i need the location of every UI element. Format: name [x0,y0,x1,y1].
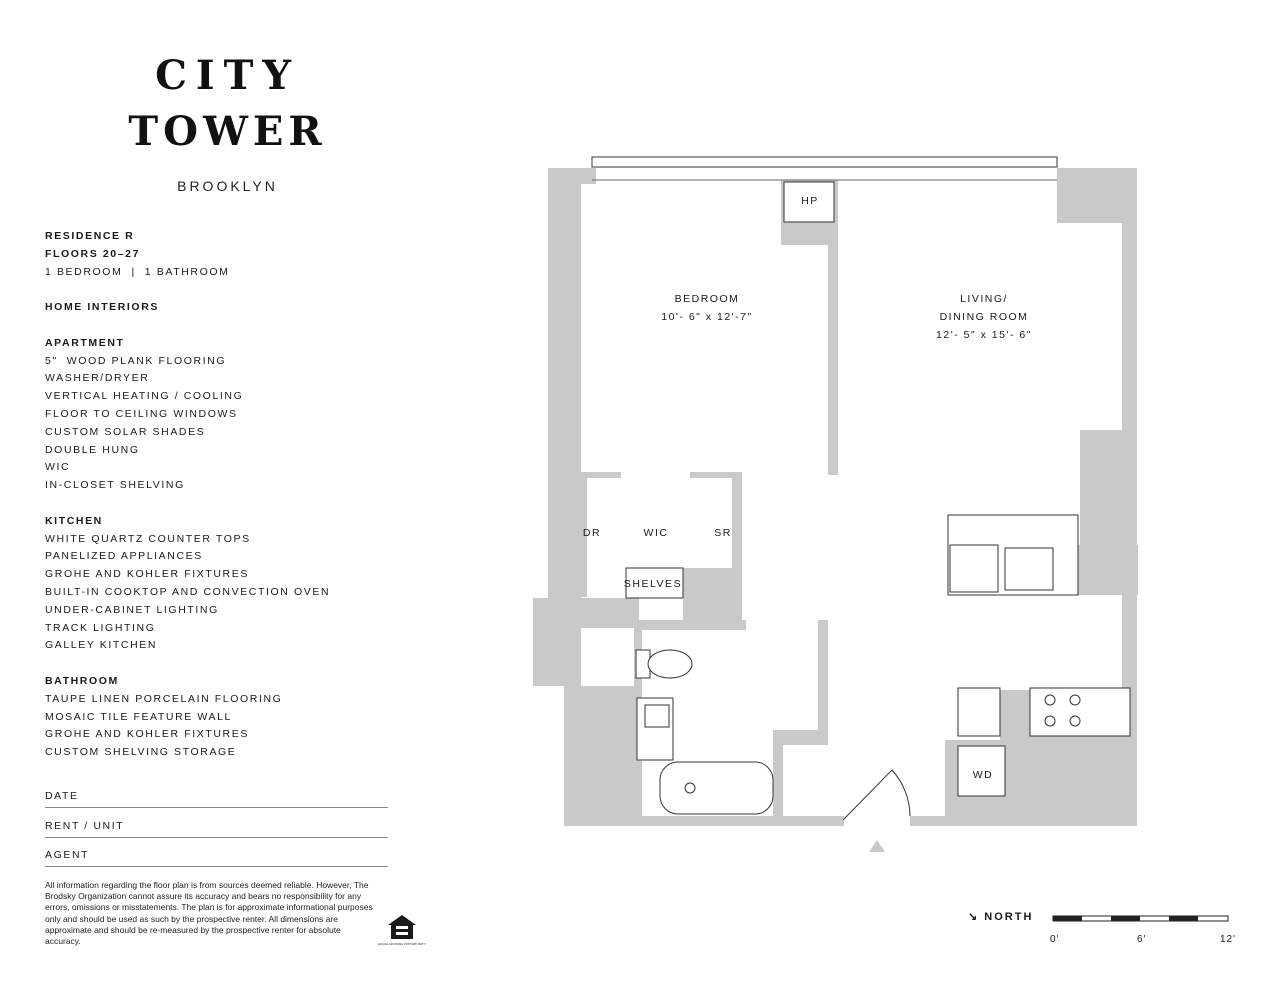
kitchen-item: TRACK LIGHTING [45,621,156,634]
living-name-line2: DINING ROOM [939,311,1029,323]
living-name-line1: LIVING/ [960,293,1008,305]
entry-door [843,770,910,820]
apartment-item: VERTICAL HEATING / COOLING [45,390,244,403]
apartment-item: IN-CLOSET SHELVING [45,479,185,492]
north-arrow-icon: ↘ [968,911,980,923]
plan-fixtures [592,157,1130,814]
residence-layout: 1 BEDROOM | 1 BATHROOM [45,265,230,278]
kitchen-item: UNDER-CABINET LIGHTING [45,603,219,616]
bedroom-name: BEDROOM [674,293,740,305]
bedroom-dims: 10'- 6" x 12'-7" [661,311,753,323]
date-field [45,790,388,808]
living-dims: 12'- 5" x 15'- 6" [936,329,1032,341]
date-label: DATE [45,790,79,802]
apartment-item: 5" WOOD PLANK FLOORING [45,354,227,367]
rent-unit-label: RENT / UNIT [45,820,125,832]
bathroom-item: GROHE AND KOHLER FIXTURES [45,728,249,741]
equal-housing-logo [378,913,426,947]
agent-label: AGENT [45,849,90,861]
apartment-item: DOUBLE HUNG [45,443,140,456]
north-indicator [968,910,1033,923]
bathroom-item: TAUPE LINEN PORCELAIN FLOORING [45,692,283,705]
scale-label-0: 0' [1050,934,1060,945]
logo-line-city: CITY [155,52,300,99]
kitchen-item: BUILT-IN COOKTOP AND CONVECTION OVEN [45,585,331,598]
apartment-item: CUSTOM SOLAR SHADES [45,425,206,438]
bathroom-item: MOSAIC TILE FEATURE WALL [45,710,232,723]
shelves-label: SHELVES [623,578,683,590]
kitchen-item: GROHE AND KOHLER FIXTURES [45,568,249,581]
wd-label: WD [972,769,994,781]
residence-name: RESIDENCE R [45,230,135,242]
agent-field [45,849,388,867]
dr-label: DR [582,527,602,539]
rent-unit-field [45,820,388,838]
home-interiors-heading: HOME INTERIORS [45,301,159,314]
kitchen-heading: KITCHEN [45,514,103,527]
equal-housing-logo-text: EQUAL HOUSING OPPORTUNITY [378,942,426,946]
scale-label-6: 6' [1137,934,1147,945]
sr-label: SR [714,527,732,539]
floor-plan [530,150,1150,850]
kitchen-item: PANELIZED APPLIANCES [45,550,203,563]
city-tower-logo [100,52,355,194]
disclaimer-text: All information regarding the floor plan is from sources deemed reliable. However, The Brodsky Organization cannot assure its accuracy and bears no responsibility for any errors, omissions or misstatements. The plan is for approximate informational purposes only and should be used as such by the prospective renter. All dimensions are approximate and should be re-measured by the prospective renter for absolute accuracy. [45,880,373,947]
bathroom-item: CUSTOM SHELVING STORAGE [45,746,237,759]
residence-floors: FLOORS 20–27 [45,247,141,260]
apartment-item: WIC [45,461,71,474]
north-label: NORTH [984,911,1034,923]
apartment-item: WASHER/DRYER [45,372,150,385]
apartment-item: FLOOR TO CEILING WINDOWS [45,407,238,420]
bathroom-heading: BATHROOM [45,674,119,687]
kitchen-item: WHITE QUARTZ COUNTER TOPS [45,532,251,545]
logo-line-tower: TOWER [128,108,327,155]
apartment-heading: APARTMENT [45,336,125,349]
specifications-panel [45,228,385,762]
hp-label: HP [801,195,819,207]
scale-label-12: 12' [1220,934,1237,945]
wic-label: WIC [643,527,669,539]
logo-line-brooklyn: BROOKLYN [177,178,278,194]
scale-bar [1053,914,1229,924]
entry-arrow [869,840,885,852]
kitchen-item: GALLEY KITCHEN [45,639,158,652]
